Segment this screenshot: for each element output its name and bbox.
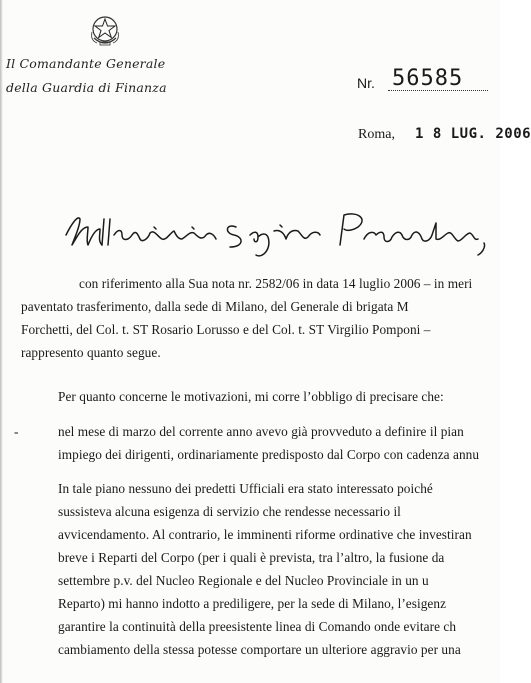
body-line-7: impiego dei dirigenti, ordinariamente predisposto dal Corpo con cadenza annu bbox=[58, 447, 480, 462]
body-line-13: Reparto) mi hanno indotto a prediligere, per la sede di Milano, l’esigenz bbox=[58, 596, 447, 611]
body-line-9: sussisteva alcuna esigenza di servizio che rendesse necessario il bbox=[58, 504, 401, 519]
page-edge bbox=[0, 0, 3, 683]
body-line-2: paventato trasferimento, dalla sede di Milano, del Generale di brigata M bbox=[21, 299, 409, 314]
header-line-2: della Guardia di Finanza bbox=[6, 80, 167, 95]
body-line-11: breve i Reparti del Corpo (per i quali è prevista, tra l’altro, la fusione da bbox=[58, 550, 445, 565]
header-line-1: Il Comandante Generale bbox=[6, 56, 166, 71]
body-line-8: In tale piano nessuno dei predetti Ufficiali era stato interessato poiché bbox=[58, 481, 433, 496]
body-line-12: settembre p.v. del Nucleo Regionale e del Nucleo Provinciale in un u bbox=[58, 573, 429, 588]
body-line-14: garantire la continuità della preesistente linea di Comando onde evitare ch bbox=[58, 619, 457, 634]
body-line-6: nel mese di marzo del corrente anno avevo già provveduto a definire il pian bbox=[58, 424, 464, 439]
protocol-underline bbox=[388, 90, 488, 91]
handwritten-salutation bbox=[58, 205, 498, 263]
body-line-10: avvicendamento. Al contrario, le imminenti riforme ordinative che investiran bbox=[58, 527, 472, 542]
body-line-1: con riferimento alla Sua nota nr. 2582/06 in data 14 luglio 2006 – in meri bbox=[79, 276, 473, 291]
bullet-dash: - bbox=[14, 424, 19, 439]
body-line-5: Per quanto concerne le motivazioni, mi corre l’obbligo di precisare che: bbox=[58, 389, 444, 404]
protocol-label: Nr. bbox=[357, 75, 375, 91]
body-line-15: cambiamento della stessa potesse comportare un ulteriore aggravio per una bbox=[58, 642, 461, 657]
body-line-3: Forchetti, del Col. t. ST Rosario Lorusso e del Col. t. ST Virgilio Pomponi – bbox=[21, 322, 431, 337]
date-stamp: 1 8 LUG. 2006 bbox=[415, 126, 531, 142]
protocol-number: 56585 bbox=[392, 66, 464, 91]
place-label: Roma, bbox=[358, 127, 395, 142]
body-line-4: rappresento quanto segue. bbox=[21, 345, 161, 360]
republic-emblem-icon bbox=[88, 12, 122, 50]
